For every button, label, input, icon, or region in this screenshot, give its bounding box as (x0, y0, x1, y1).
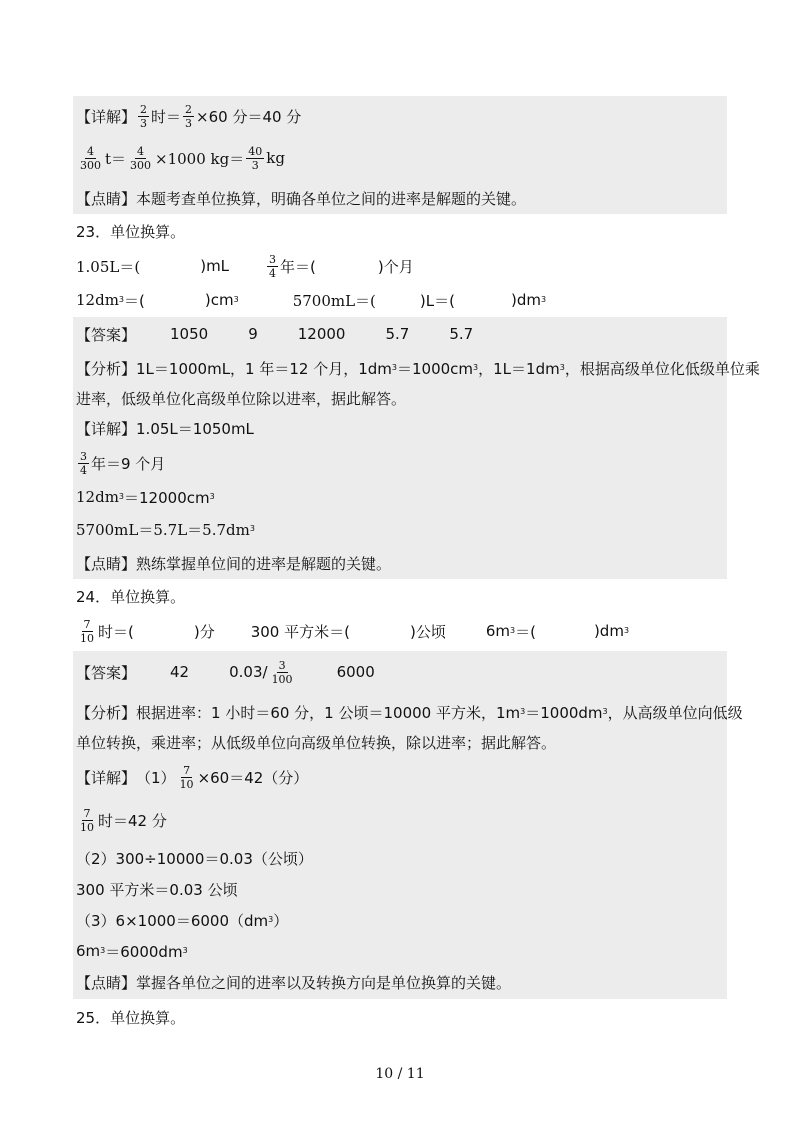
answer-value: 6000 (336, 663, 375, 681)
fraction: $\frac{7}{10}$ (80, 806, 94, 834)
answer-value: 5.7 (385, 325, 410, 343)
fraction: $\frac{7}{10}$ (179, 763, 194, 791)
answer-label: 【答案】 (76, 325, 137, 344)
q24-detail-line-5: （3）6×1000＝6000（dm 3 ） (76, 911, 289, 930)
q23-problem-line-1: 1.05L＝( )mL $\frac{3}{4}$ 年＝( )个月 (76, 252, 414, 280)
q23-detail-line-2: $\frac{3}{4}$ 年＝9 个月 (80, 449, 166, 477)
detail-label: 【详解】 (76, 768, 137, 787)
point-text: 本题考查单位换算，明确各单位之间的进率是解题的关键。 (136, 189, 527, 208)
q24-answer-line (76, 658, 740, 686)
q23-detail-line-3: 12dm 3 ＝12000cm 3 (76, 488, 215, 507)
q24-analysis-line-2: 单位转换，乘进率；从低级单位向高级单位转换，除以进率；据此解答。 (76, 733, 557, 752)
q23-answer-line (76, 320, 740, 348)
fraction: $\frac{4}{300}$ (80, 144, 101, 172)
fraction: $\frac{3}{4}$ (269, 252, 277, 280)
fraction: $\frac{3}{4}$ (80, 449, 87, 477)
q23-detail-line-4: 5700mL＝5.7L＝5.7dm 3 (76, 520, 255, 539)
answer-value: 42 (170, 663, 190, 681)
answer-value: 9 (248, 325, 258, 343)
q24-detail-line-4: 300 平方米＝0.03 公顷 (76, 880, 238, 899)
point-text: 熟练掌握单位间的进率是解题的关键。 (136, 554, 392, 573)
point-label: 【点睛】 (76, 189, 137, 208)
fraction: $\frac{40}{3}$ (248, 144, 263, 172)
q22-detail-line-1: 【详解】 $\frac{2}{3}$ 时＝ $\frac{2}{3}$ ×60 分＝40 分 (76, 102, 302, 130)
q23-point-line (76, 549, 740, 577)
q24-detail-line-1: 【详解】 （1） $\frac{7}{10}$ ×60＝42（分） (76, 763, 309, 791)
q24-problem-line-1: $\frac{7}{10}$ 时＝( )分 300 平方米＝( )公顷 6m 3 ＝( )dm 3 (80, 617, 630, 645)
q23-analysis-line-2: 进率，低级单位化高级单位除以进率，据此解答。 (76, 389, 407, 408)
q23-title: 23．单位换算。 (76, 222, 186, 241)
fraction: $\frac{7}{10}$ (80, 617, 94, 645)
q24-point-line (76, 968, 740, 996)
q24-title: 24．单位换算。 (76, 587, 186, 606)
q24-detail-line-2: $\frac{7}{10}$ 时＝42 分 (80, 806, 167, 834)
point-text: 掌握各单位之间的进率以及转换方向是单位换算的关键。 (136, 973, 512, 992)
point-label: 【点睛】 (76, 554, 137, 573)
answer-value: 12000 (297, 325, 346, 343)
q24-detail-line-6: 6m 3 ＝6000dm 3 (76, 942, 188, 961)
fraction: $\frac{2}{3}$ (140, 102, 148, 130)
fraction: $\frac{3}{100}$ (271, 658, 293, 686)
detail-label: 【详解】 (76, 419, 137, 438)
q23-detail-line-1: 【详解】 1.05L＝1050mL (76, 419, 254, 438)
answer-value: 0.03/ (229, 663, 268, 681)
q25-title: 25．单位换算。 (76, 1008, 186, 1027)
answer-value: 5.7 (449, 325, 474, 343)
q24-analysis-line-1: 【分析】 根据进率：1 小时＝60 分，1 公顷＝10000 平方米，1m 3 ＝1000dm 3 ，从高级单位向低级 (76, 703, 743, 722)
q23-analysis-line-1: 【分析】 1L＝1000mL，1 年＝12 个月，1dm 3 ＝1000cm 3 ，1L＝1dm 3 ，根据高级单位化低级单位乘 (76, 359, 760, 378)
page-number: 10 / 11 (375, 1066, 425, 1082)
point-label: 【点睛】 (76, 973, 137, 992)
fraction: $\frac{4}{300}$ (130, 144, 152, 172)
detail-label: 【详解】 (76, 107, 137, 126)
q22-detail-line-2: $\frac{4}{300}$ t＝ $\frac{4}{300}$ ×1000 kg＝ $\frac{40}{3}$ kg (80, 144, 285, 172)
answer-label: 【答案】 (76, 663, 137, 682)
q24-detail-line-3: （2）300÷10000＝0.03（公顷） (76, 849, 313, 868)
analysis-label: 【分析】 (76, 703, 137, 722)
analysis-label: 【分析】 (76, 359, 137, 378)
fraction: $\frac{2}{3}$ (185, 102, 193, 130)
q23-problem-line-2: 12dm 3 ＝( )cm 3 5700mL＝( )L＝( )dm 3 (76, 291, 547, 310)
answer-value: 1050 (170, 325, 209, 343)
q22-point-line (76, 184, 740, 212)
